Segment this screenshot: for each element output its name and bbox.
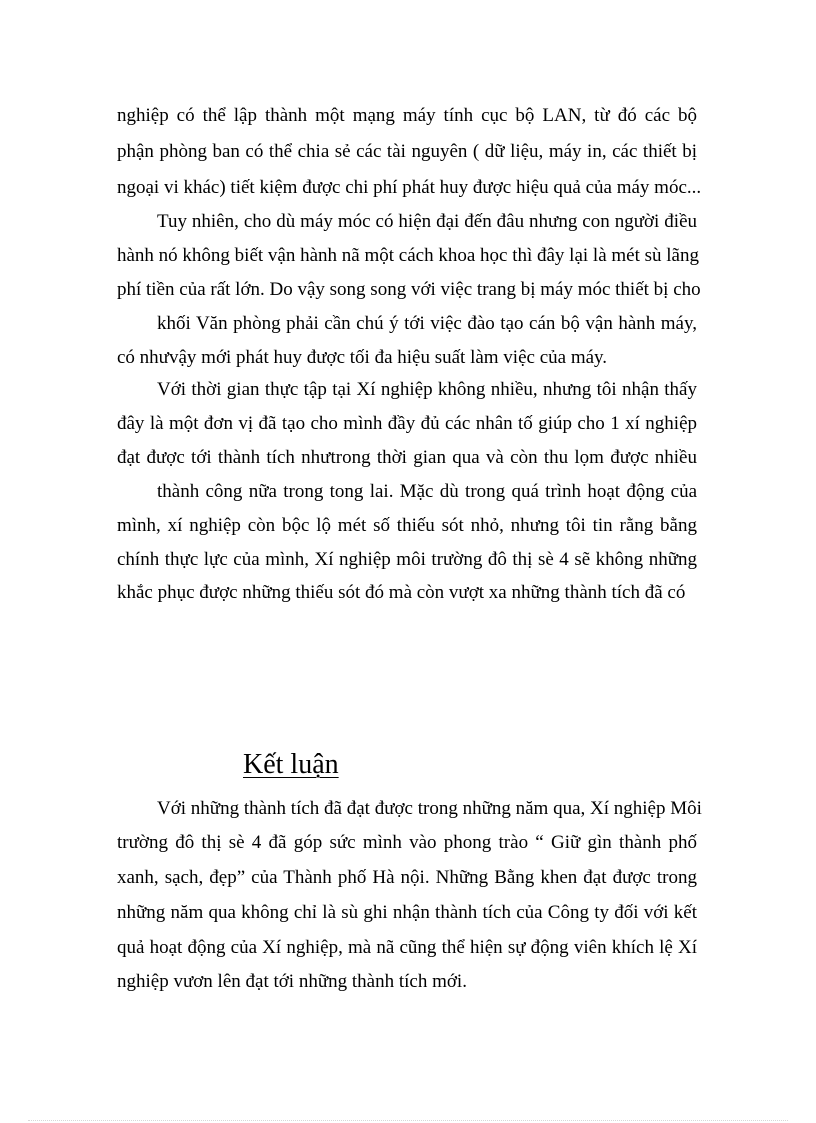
body-line: đây là một đơn vị đã tạo cho mình đầy đủ các nhân tố giúp cho 1 xí nghiệp	[117, 413, 697, 434]
conclusion-line: những năm qua không chỉ là sù ghi nhận thành tích của Công ty đối với kết	[117, 902, 697, 923]
body-line: mình, xí nghiệp còn bộc lộ mét số thiếu sót nhỏ, nhưng tôi tin rằng bằng	[117, 515, 697, 536]
body-line: ngoại vi khác) tiết kiệm được chi phí phát huy được hiệu quả của máy móc...	[117, 177, 702, 198]
conclusion-line: nghiệp vươn lên đạt tới những thành tích mới.	[117, 971, 467, 992]
body-line: nghiệp có thể lập thành một mạng máy tính cục bộ LAN, từ đó các bộ	[117, 105, 697, 126]
conclusion-line: Với những thành tích đã đạt được trong những năm qua, Xí nghiệp Môi	[157, 798, 702, 819]
body-line: có nhưvậy mới phát huy được tối đa hiệu suất làm việc của máy.	[117, 347, 608, 368]
body-line: Tuy nhiên, cho dù máy móc có hiện đại đến đâu nhưng con người điều	[157, 211, 697, 232]
body-line: khối Văn phòng phải cần chú ý tới việc đào tạo cán bộ vận hành máy,	[157, 313, 697, 334]
body-line: phận phòng ban có thể chia sẻ các tài nguyên ( dữ liệu, máy in, các thiết bị	[117, 141, 697, 162]
conclusion-heading: Kết luận	[243, 749, 339, 780]
body-line: đạt được tới thành tích nhưtrong thời gian qua và còn thu lọm được nhiều	[117, 447, 697, 468]
body-line: phí tiền của rất lớn. Do vậy song song với việc trang bị máy móc thiết bị cho	[117, 279, 701, 300]
page-bottom-divider	[28, 1120, 788, 1121]
body-line: thành công nữa trong tong lai. Mặc dù trong quá trình hoạt động của	[157, 481, 697, 502]
body-line: Với thời gian thực tập tại Xí nghiệp không nhiều, nhưng tôi nhận thấy	[157, 379, 697, 400]
body-line: chính thực lực của mình, Xí nghiệp môi trường đô thị sè 4 sẽ không những	[117, 549, 697, 570]
body-line: hành nó không biết vận hành nã một cách khoa học thì đây lại là mét sù lãng	[117, 245, 699, 266]
body-line: khắc phục được những thiếu sót đó mà còn vượt xa những thành tích đã có	[117, 582, 686, 603]
conclusion-line: trường đô thị sè 4 đã góp sức mình vào phong trào “ Giữ gìn thành phố	[117, 832, 697, 853]
conclusion-line: xanh, sạch, đẹp” của Thành phố Hà nội. Những Bằng khen đạt được trong	[117, 867, 697, 888]
conclusion-line: quả hoạt động của Xí nghiệp, mà nã cũng thể hiện sự động viên khích lệ Xí	[117, 937, 697, 958]
